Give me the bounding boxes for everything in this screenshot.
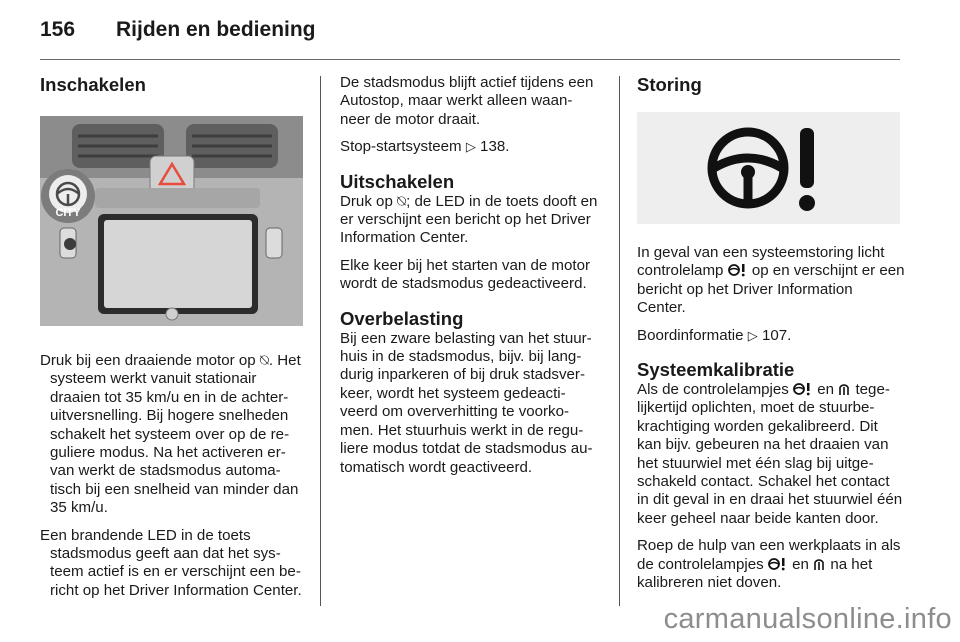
heading-overbelasting: Overbelasting [340, 307, 464, 329]
heading-storing: Storing [637, 74, 702, 95]
steering-warning-illustration [637, 112, 900, 224]
heading-inschakelen: Inschakelen [40, 74, 146, 95]
dashboard-photo [40, 116, 303, 326]
city-mode-icon [813, 557, 826, 571]
paragraph: Bij een zware belasting van het stuur- huis in de stadsmodus, bijv. bij lang- durig inparkeren of bij druk stadsver- keer, wordt het systeem gedeacti- veerd om oververhitting te voorko- men. Het stuurhuis werkt in de regu- liere modus totdat de stadsmodus au- tomatisch wordt geactiveerd. [340, 329, 593, 476]
column-divider-1 [320, 76, 321, 606]
page-number: 156 [40, 18, 76, 41]
header-rule [40, 59, 900, 60]
steering-wheel-warning-icon [793, 382, 813, 396]
column-1 [40, 74, 304, 609]
paragraph: Als de controlelampjes en tege- lijkertijd oplichten, moet de stuurbe- krachtiging worden gekalibreerd. Dit kan bijv. gebeuren na het draaien van het stuurwiel met één slag bij uitge- schakeld contact. Schakel het contact in dit geval in en draai het stuurwiel één keer geheel naar beide kanten door. [637, 381, 903, 527]
photo-city-label: CITY [55, 207, 81, 219]
column-2 [340, 74, 604, 486]
heading-uitschakelen: Uitschakelen [340, 170, 455, 192]
paragraph: Elke keer bij het starten van de motor wordt de stadsmodus gedeactiveerd. [340, 256, 591, 293]
paragraph-ref: Boordinformatie ▷ 107. [637, 326, 792, 344]
paragraph: In geval van een systeemstoring licht controlelamp op en verschijnt er een bericht op het Driver Information Center. [637, 244, 905, 317]
paragraph: Druk op ⍉; de LED in de toets dooft en er verschijnt een bericht op het Driver Information Center. [340, 192, 598, 247]
paragraph: Roep de hulp van een werkplaats in als de controlelampjes en na het kalibreren niet doven. [637, 537, 901, 592]
triangle-ref-icon: ▷ [465, 139, 476, 155]
city-mode-icon [838, 382, 851, 396]
steering-wheel-warning-icon [768, 557, 788, 571]
paragraph: De stadsmodus blijft actief tijdens een Autostop, maar werkt alleen waan- neer de motor draait. [340, 74, 594, 128]
steering-wheel-warning-icon [704, 122, 834, 214]
page-title: Rijden en bediening [116, 18, 316, 41]
paragraph: Een brandende LED in de toets stadsmodus geeft aan dat het sys- teem actief is en er verschijnt een be- richt op het Driver Information Center. [40, 526, 302, 599]
heading-systeemkalibratie: Systeemkalibratie [637, 359, 795, 381]
column-3 [637, 74, 905, 602]
paragraph: Druk bij een draaiende motor op ⍉. Het systeem werkt vanuit stationair draaien tot 35 km/u en in de achter- uitversnelling. Bij hogere snelheden schakelt het systeem over op de re- guliere modus. Na het activeren er- van werkt de stadsmodus automa- tisch bij een snelheid van minder dan 35 km/u. [40, 352, 301, 517]
paragraph-ref: Stop-startsysteem ▷ 138. [340, 138, 510, 156]
page-header [40, 18, 316, 42]
watermark: carmanualsonline.info [663, 603, 952, 635]
column-divider-2 [619, 76, 620, 606]
triangle-ref-icon: ▷ [747, 327, 758, 343]
steering-wheel-warning-icon [728, 263, 748, 277]
